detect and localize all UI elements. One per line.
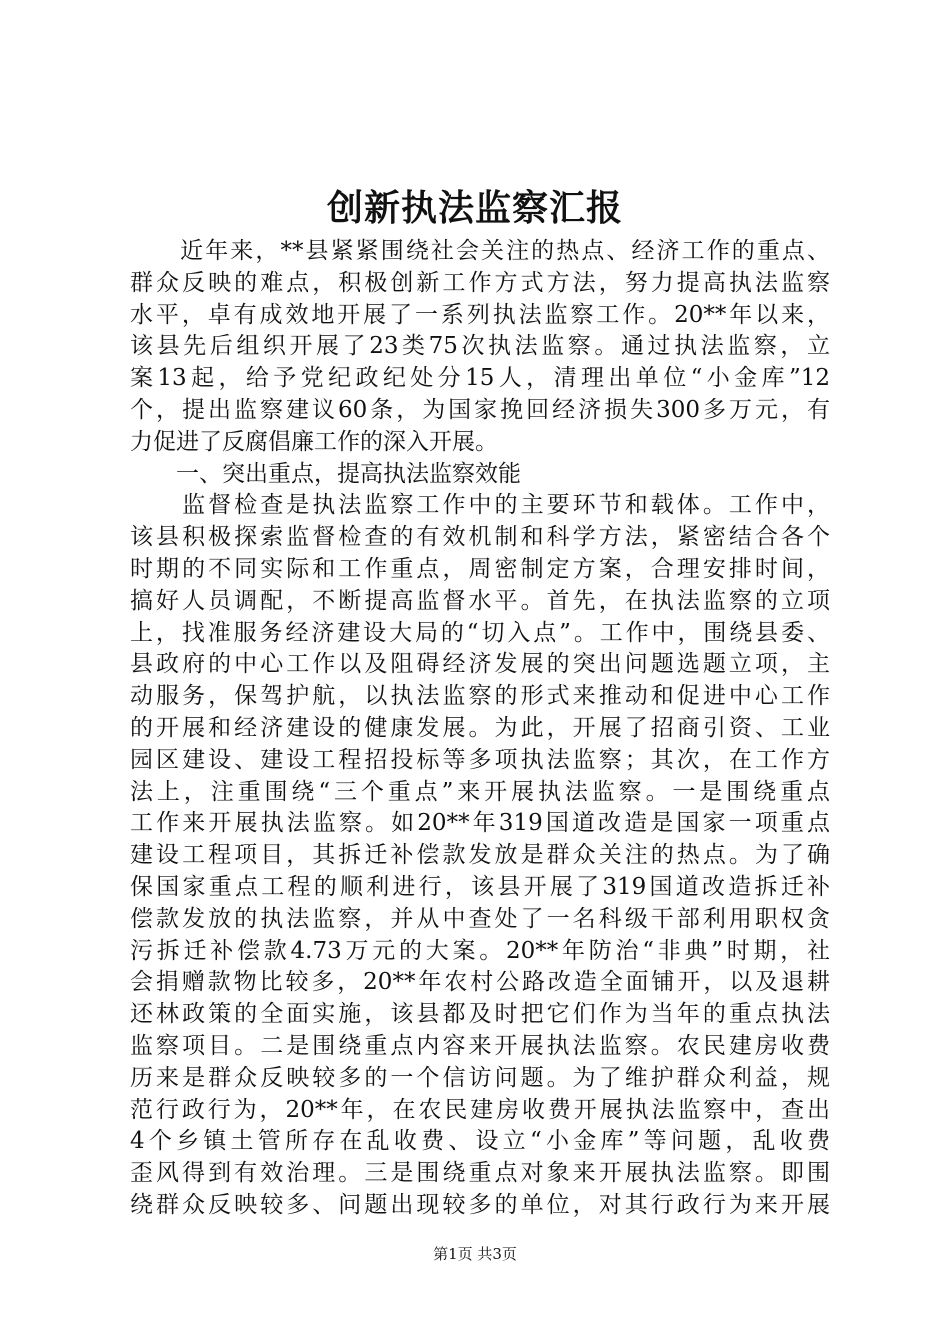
body-line: 水平，卓有成效地开展了一系列执法监察工作。20**年以来， [130,302,830,328]
body-line: 工作来开展执法监察。如20**年319国道改造是国家一项重点 [130,810,830,836]
body-line: 4个乡镇土管所存在乱收费、设立“小金库”等问题，乱收费 [130,1128,830,1154]
body-line: 一、突出重点，提高执法监察效能 [130,461,521,487]
page-footer: 第1页 共3页 [433,1245,517,1263]
body-line: 园区建设、建设工程招投标等多项执法监察；其次，在工作方 [130,747,830,773]
body-line: 绕群众反映较多、问题出现较多的单位，对其行政行为来开展 [130,1192,830,1218]
body-line: 范行政行为，20**年，在农民建房收费开展执法监察中，查出 [130,1097,830,1123]
body-line: 会捐赠款物比较多，20**年农村公路改造全面铺开，以及退耕 [130,969,830,995]
document-title: 创新执法监察汇报 [326,187,623,229]
body-line: 上，找准服务经济建设大局的“切入点”。工作中，围绕县委、 [130,620,830,646]
body-line: 法上，注重围绕“三个重点”来开展执法监察。一是围绕重点 [130,779,830,805]
body-line: 保国家重点工程的顺利进行，该县开展了319国道改造拆迁补 [130,874,830,900]
body-line: 时期的不同实际和工作重点，周密制定方案，合理安排时间， [130,556,830,582]
body-line: 历来是群众反映较多的一个信访问题。为了维护群众利益，规 [130,1065,830,1091]
body-line: 监察项目。二是围绕重点内容来开展执法监察。农民建房收费 [130,1033,830,1059]
body-line: 歪风得到有效治理。三是围绕重点对象来开展执法监察。即围 [130,1160,830,1186]
body-line: 案13起，给予党纪政纪处分15人，清理出单位“小金库”12 [130,365,830,391]
body-line: 该县积极探索监督检查的有效机制和科学方法，紧密结合各个 [130,524,830,550]
body-line: 县政府的中心工作以及阻碍经济发展的突出问题选题立项，主 [130,651,830,677]
body-line: 该县先后组织开展了23类75次执法监察。通过执法监察，立 [130,333,830,359]
body-line: 近年来，**县紧紧围绕社会关注的热点、经济工作的重点、 [130,238,830,264]
body-line: 搞好人员调配，不断提高监督水平。首先，在执法监察的立项 [130,588,830,614]
body-line: 群众反映的难点，积极创新工作方式方法，努力提高执法监察 [130,270,830,296]
body-line: 偿款发放的执法监察，并从中查处了一名科级干部利用职权贪 [130,906,830,932]
body-line: 建设工程项目，其拆迁补偿款发放是群众关注的热点。为了确 [130,842,830,868]
body-line: 动服务，保驾护航，以执法监察的形式来推动和促进中心工作 [130,683,830,709]
body-line: 个，提出监察建议60条，为国家挽回经济损失300多万元，有 [130,397,830,423]
body-line: 还林政策的全面实施，该县都及时把它们作为当年的重点执法 [130,1001,830,1027]
body-line: 监督检查是执法监察工作中的主要环节和载体。工作中， [130,492,830,518]
body-line: 力促进了反腐倡廉工作的深入开展。 [130,429,498,455]
body-line: 的开展和经济建设的健康发展。为此，开展了招商引资、工业 [130,715,830,741]
body-line: 污拆迁补偿款4.73万元的大案。20**年防治“非典”时期，社 [130,938,830,964]
